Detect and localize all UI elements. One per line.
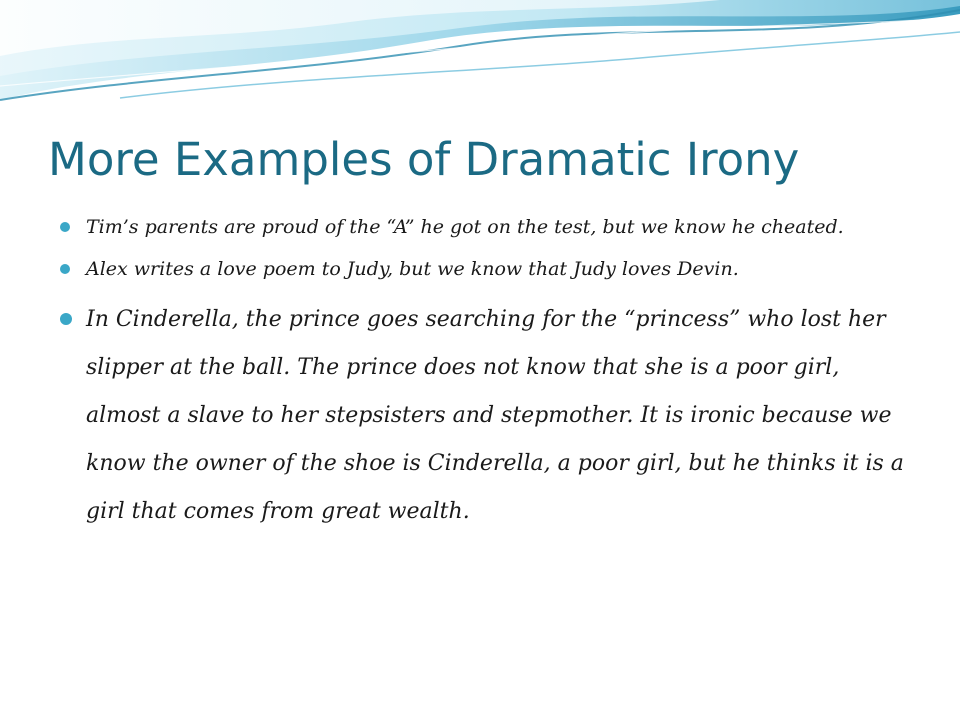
bullet-text: Tim’s parents are proud of the “A” he got on the test, but we know he cheated.: [86, 216, 844, 238]
wave-banner-decoration: [0, 0, 960, 120]
bullet-dot-icon: [60, 264, 70, 274]
slide-title: More Examples of Dramatic Irony: [48, 133, 800, 186]
bullet-item-tim: [60, 212, 905, 242]
bullet-list: [60, 212, 905, 536]
bullet-item-alex: [60, 254, 905, 284]
bullet-dot-icon: [60, 222, 70, 232]
bullet-item-cinderella: [60, 296, 905, 536]
bullet-text: Alex writes a love poem to Judy, but we know that Judy loves Devin.: [86, 258, 739, 280]
bullet-text: In Cinderella, the prince goes searching for the “princess” who lost her slipper at the ball. The prince does not know that she is a poor girl, almost a slave to her stepsisters and stepmother. It is ironic because we know the owner of the shoe is Cinderella, a poor girl, but he thinks it is a girl that comes from great wealth.: [86, 307, 904, 524]
bullet-dot-icon: [60, 313, 72, 325]
